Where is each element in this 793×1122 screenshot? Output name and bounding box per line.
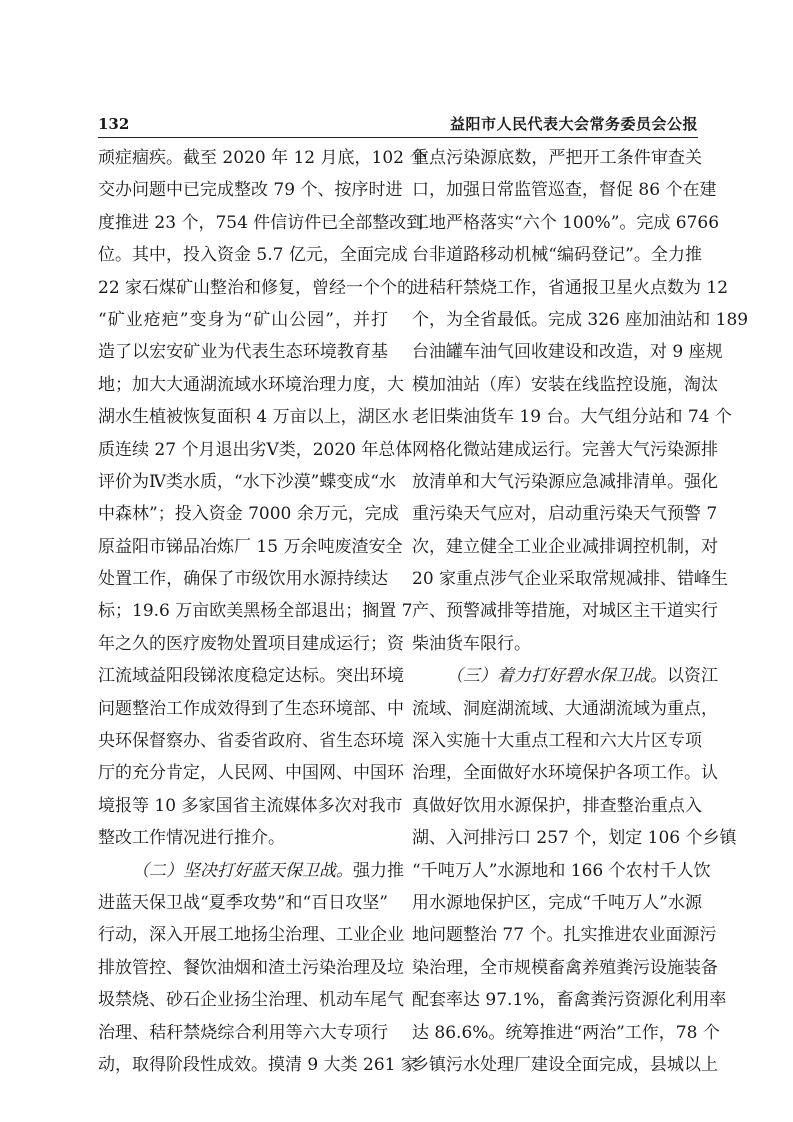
left-column: [98, 142, 427, 1081]
section-2-first-line-text: 强力推: [353, 860, 404, 881]
text-line: 柴油货车限行。: [412, 633, 531, 654]
text-line: 次，建立健全工业企业减排调控机制，对: [412, 536, 718, 557]
text-line: 网格化微站建成运行。完善大气污染源排: [412, 439, 718, 460]
text-line: 染治理，全市规模畜禽养殖粪污设施装备: [412, 957, 718, 978]
text-line: 模加油站（库）安装在线监控设施，淘汰: [412, 374, 718, 395]
section-3-heading: （三）着力打好碧水保卫战。: [446, 666, 667, 687]
text-line: 台非道路移动机械“编码登记”。全力推: [412, 245, 702, 266]
text-line: 评价为Ⅳ类水质，“水下沙漠”蝶变成“水: [98, 471, 397, 492]
text-line: 治理、秸秆禁烧综合利用等六大专项行: [98, 1022, 388, 1043]
text-line: 产、预警减排等措施，对城区主干道实行: [412, 601, 718, 622]
text-line: 乡镇污水处理厂建设全面完成，县城以上: [412, 1054, 718, 1075]
text-line: 老旧柴油货车 19 台。大气组分站和 74 个: [412, 407, 732, 428]
section-2-heading: （二）坚决打好蓝天保卫战。: [132, 860, 353, 881]
page-number: 132: [98, 115, 130, 133]
text-line: 动，取得阶段性成效。摸清 9 大类 261 家: [98, 1054, 418, 1075]
text-line: 台油罐车油气回收建设和改造，对 9 座规: [412, 342, 723, 363]
text-line: 交办问题中已完成整改 79 个、按序时进: [98, 180, 403, 201]
text-line: 湖、入河排污口 257 个，划定 106 个乡镇: [412, 828, 737, 849]
text-line: 治理，全面做好水环境保护各项工作。认: [412, 763, 718, 784]
text-line: 处置工作，确保了市级饮用水源持续达: [98, 569, 388, 590]
text-line: 地问题整治 77 个。扎实推进农业面源污: [412, 925, 717, 946]
text-line: 央环保督察办、省委省政府、省生态环境: [98, 731, 404, 752]
text-line: 20 家重点涉气企业采取常规减排、错峰生: [412, 569, 729, 590]
text-line: 用水源地保护区，完成“千吨万人”水源: [412, 892, 702, 913]
text-line: “千吨万人”水源地和 166 个农村千人饮: [412, 860, 711, 881]
text-line: 配套率达 97.1%，畜禽粪污资源化利用率: [412, 990, 727, 1011]
section-3-first-line: [412, 660, 718, 692]
text-line: 中森林”；投入资金 7000 余万元，完成: [98, 504, 399, 525]
text-line: 工地严格落实“六个 100%”。完成 6766: [412, 212, 720, 233]
text-line: 达 86.6%。统筹推进“两治”工作，78 个: [412, 1022, 720, 1043]
text-line: “矿业疮疤”变身为“矿山公园”，并打: [98, 309, 388, 330]
text-line: 质连续 27 个月退出劣Ⅴ类，2020 年总体: [98, 439, 413, 460]
text-line: 重点污染源底数，严把开工条件审查关: [412, 148, 702, 168]
page-header: [98, 114, 698, 136]
text-line: 个，为全省最低。完成 326 座加油站和 189: [412, 309, 749, 330]
text-line: 进蓝天保卫战“夏季攻势”和“百日攻坚”: [98, 892, 388, 913]
text-line: 问题整治工作成效得到了生态环境部、中: [98, 698, 404, 719]
text-line: 厅的充分肯定，人民网、中国网、中国环: [98, 763, 404, 784]
text-line: 22 家石煤矿山整治和修复，曾经一个个的: [98, 277, 415, 298]
text-line: 地；加大大通湖流域水环境治理力度，大: [98, 374, 404, 395]
journal-title: 益阳市人民代表大会常务委员会公报: [449, 115, 698, 133]
text-line: 原益阳市锑品冶炼厂 15 万余吨废渣安全: [98, 536, 403, 557]
text-line: 年之久的医疗废物处置项目建成运行；资: [98, 633, 404, 654]
text-line: 真做好饮用水源保护，排查整治重点入: [412, 795, 702, 816]
section-2-first-line: [98, 855, 404, 887]
header-rule: [98, 137, 698, 138]
text-line: 标；19.6 万亩欧美黑杨全部退出；搁置 7: [98, 601, 413, 622]
text-line: 进秸秆禁烧工作，省通报卫星火点数为 12: [412, 277, 729, 298]
text-line: 位。其中，投入资金 5.7 亿元，全面完成: [98, 245, 408, 266]
section-3-first-line-text: 以资江: [667, 666, 718, 687]
text-line: 重污染天气应对，启动重污染天气预警 7: [412, 504, 718, 525]
text-line: 排放管控、餐饮油烟和渣土污染治理及垃: [98, 957, 404, 978]
text-line: 放清单和大气污染源应急减排清单。强化: [412, 471, 718, 492]
text-line: 行动，深入开展工地扬尘治理、工业企业: [98, 925, 404, 946]
text-line: 度推进 23 个，754 件信访件已全部整改到: [98, 212, 424, 233]
text-line: 顽症痼疾。截至 2020 年 12 月底，102 个: [98, 148, 427, 168]
text-line: 深入实施十大重点工程和六大片区专项: [412, 731, 702, 752]
text-line: 江流域益阳段锑浓度稳定达标。突出环境: [98, 666, 404, 687]
text-line: 整改工作情况进行推介。: [98, 828, 285, 849]
text-line: 境报等 10 多家国省主流媒体多次对我市: [98, 795, 403, 816]
text-line: 造了以宏安矿业为代表生态环境教育基: [98, 342, 388, 363]
right-column: [412, 142, 749, 1081]
text-line: 圾禁烧、砂石企业扬尘治理、机动车尾气: [98, 990, 404, 1011]
text-line: 口，加强日常监管巡查，督促 86 个在建: [412, 180, 717, 201]
text-line: 湖水生植被恢复面积 4 万亩以上，湖区水: [98, 407, 409, 428]
text-line: 流域、洞庭湖流域、大通湖流域为重点，: [412, 698, 718, 719]
